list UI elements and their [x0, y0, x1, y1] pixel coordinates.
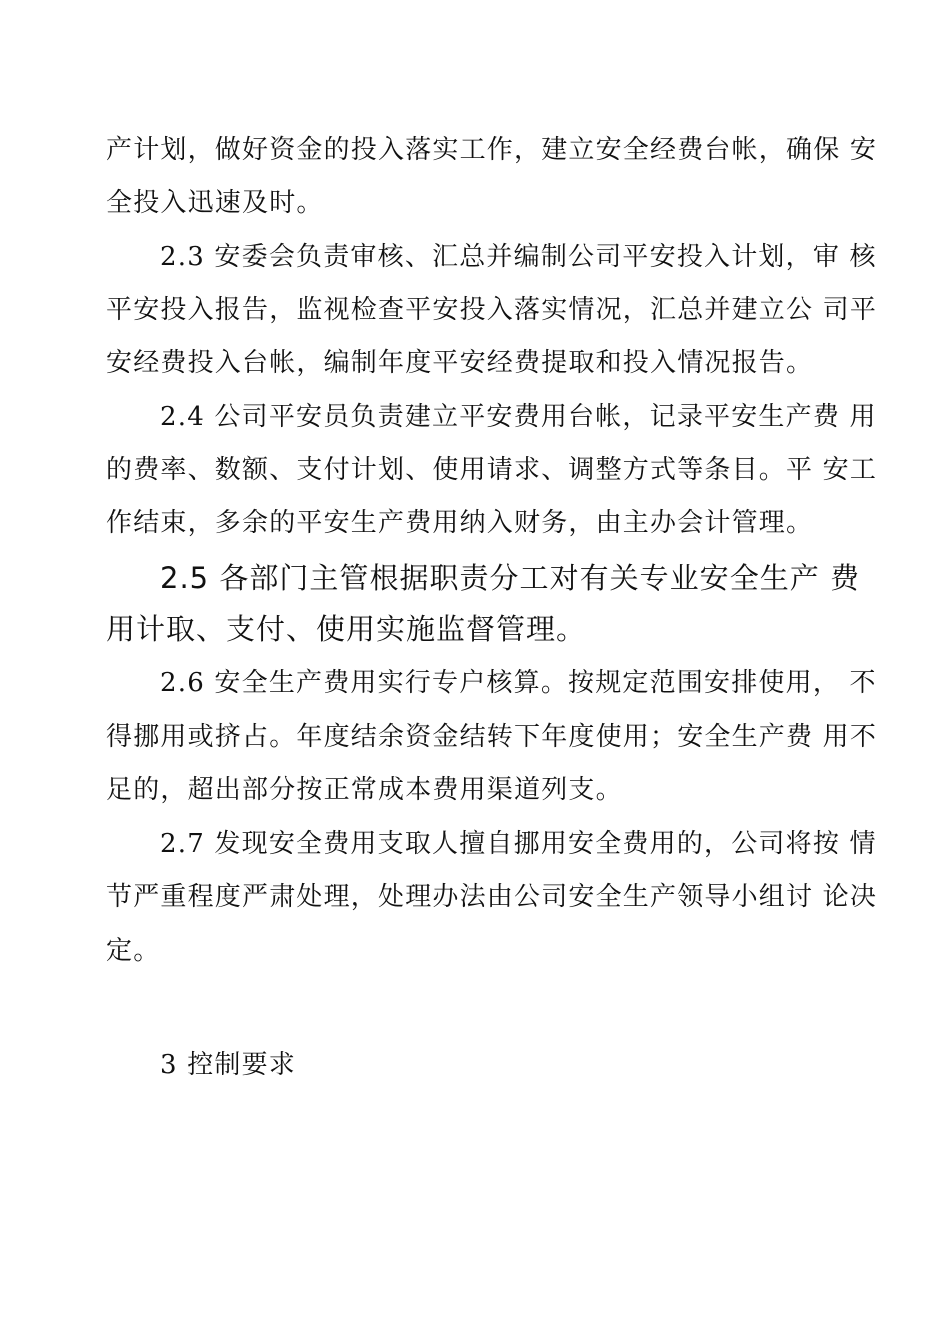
paragraph-line: 安经费投入台帐，编制年度平安经费提取和投入情况报告。 — [106, 348, 814, 378]
paragraph-line: 2.4 公司平安员负责建立平安费用台帐，记录平安生产费 用 — [160, 402, 877, 432]
paragraph-line: 足的，超出部分按正常成本费用渠道列支。 — [106, 775, 623, 805]
section-heading: 3 控制要求 — [160, 1050, 297, 1080]
paragraph-line: 得挪用或挤占。年度结余资金结转下年度使用；安全生产费 用不 — [106, 722, 878, 752]
paragraph-line: 用计取、支付、使用实施监督管理。 — [106, 612, 587, 646]
paragraph-line: 产计划，做好资金的投入落实工作，建立安全经费台帐，确保 安 — [106, 135, 878, 165]
paragraph-line: 全投入迅速及时。 — [106, 188, 324, 218]
paragraph-line: 2.5 各部门主管根据职责分工对有关专业安全生产 费 — [160, 561, 860, 595]
paragraph-line: 2.7 发现安全费用支取人擅自挪用安全费用的，公司将按 情 — [160, 829, 877, 859]
paragraph-line: 节严重程度严肃处理，处理办法由公司安全生产领导小组讨 论决 — [106, 882, 878, 912]
paragraph-line: 的费率、数额、支付计划、使用请求、调整方式等条目。平 安工 — [106, 455, 878, 485]
paragraph-line: 2.6 安全生产费用实行专户核算。按规定范围安排使用， 不 — [160, 668, 877, 698]
paragraph-line: 平安投入报告，监视检查平安投入落实情况，汇总并建立公 司平 — [106, 295, 878, 325]
paragraph-line: 定。 — [106, 936, 161, 966]
paragraph-line: 2.3 安委会负责审核、汇总并编制公司平安投入计划，审 核 — [160, 242, 877, 272]
paragraph-line: 作结束，多余的平安生产费用纳入财务，由主办会计管理。 — [106, 508, 814, 538]
